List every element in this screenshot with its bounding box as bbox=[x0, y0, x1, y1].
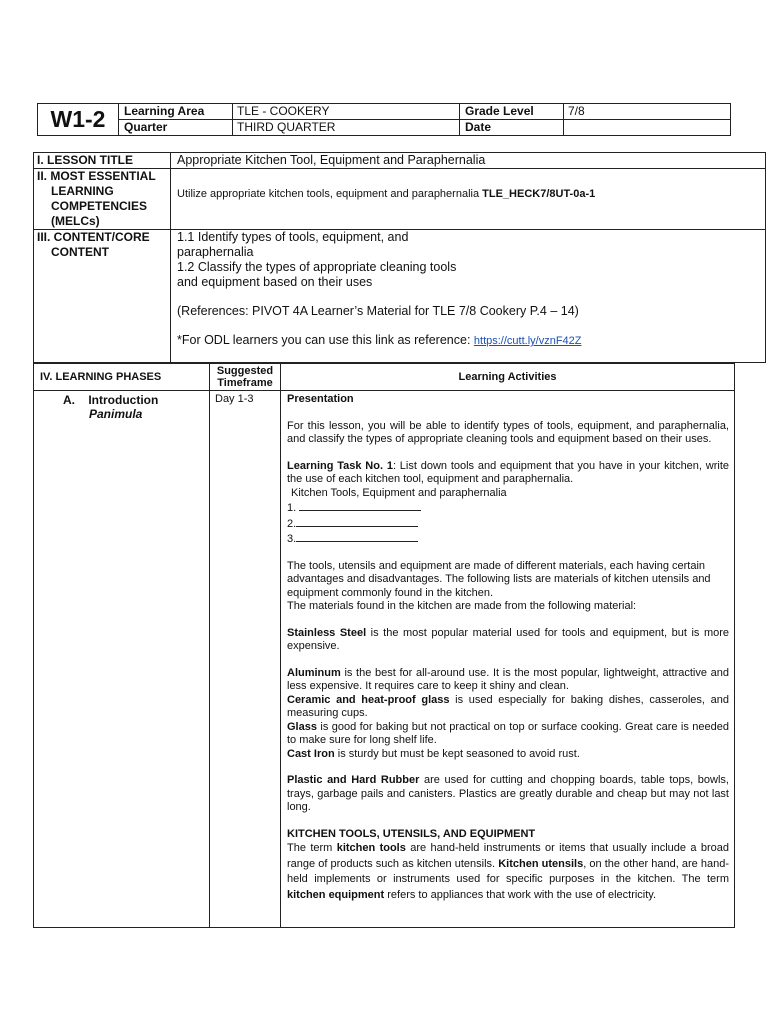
odl-link[interactable]: https://cutt.ly/vznF42Z bbox=[473, 335, 582, 347]
learning-phases-table bbox=[33, 363, 735, 928]
header-table bbox=[37, 103, 731, 136]
date-value bbox=[564, 120, 731, 136]
odl-reference bbox=[177, 333, 765, 349]
materials-paragraph-1: The tools, utensils and equipment are made of different materials, each having certain advantages and disadvantages. The following lists are materials of kitchen utensils and equipment commonly found in the kitchen. bbox=[287, 559, 711, 599]
week-code: W1-2 bbox=[38, 104, 119, 136]
presentation-heading: Presentation bbox=[287, 393, 354, 405]
melc-label-line: COMPETENCIES bbox=[51, 199, 148, 213]
timeframe-cell: Day 1-3 bbox=[210, 391, 281, 928]
grade-level-value: 7/8 bbox=[564, 104, 731, 120]
grade-level-label: Grade Level bbox=[460, 104, 564, 120]
task-label: Learning Task No. 1 bbox=[287, 459, 393, 472]
melc-label-line: II. MOST ESSENTIAL bbox=[37, 169, 156, 183]
task-sub: Kitchen Tools, Equipment and paraphernalia bbox=[291, 486, 507, 499]
task-text: : List down tools and equipment that you have in your kitchen, write the use of each kitchen tool, equipment and paraphernalia. bbox=[287, 459, 729, 485]
references: (References: PIVOT 4A Learner’s Material for TLE 7/8 Cookery P.4 – 14) bbox=[177, 304, 579, 318]
phase-name: Introduction bbox=[88, 393, 159, 407]
glass-item: Glass is good for baking but not practical on top or surface cooking. Great care is needed to make sure for long shelf life. bbox=[287, 720, 729, 746]
content-line: and equipment based on their uses bbox=[177, 275, 373, 289]
melc-label-line: LEARNING bbox=[51, 184, 114, 198]
melc-label-line: (MELCs) bbox=[51, 214, 100, 228]
quarter-value: THIRD QUARTER bbox=[233, 120, 460, 136]
content-line: 1.2 Classify the types of appropriate cleaning tools bbox=[177, 260, 457, 274]
cast-iron-item: Cast Iron is sturdy but must be kept seasoned to avoid rust. bbox=[287, 747, 580, 760]
blank-line-3[interactable]: 3. bbox=[287, 531, 729, 547]
col-header-timeframe: Suggested Timeframe bbox=[210, 364, 281, 391]
learning-area-label: Learning Area bbox=[119, 104, 233, 120]
melc-value bbox=[171, 169, 766, 230]
date-label: Date bbox=[460, 120, 564, 136]
content-label bbox=[34, 230, 171, 363]
content-label-line: III. CONTENT/CORE bbox=[37, 230, 150, 244]
aluminum-item: Aluminum is the best for all-around use. It is the most popular, lightweight, attractive and less expensive. It requires care to keep it shiny and clean. bbox=[287, 666, 729, 692]
content-line: paraphernalia bbox=[177, 245, 254, 259]
blank-line-2[interactable]: 2. bbox=[287, 516, 729, 532]
learning-area-value: TLE - COOKERY bbox=[233, 104, 460, 120]
activities-cell bbox=[281, 391, 735, 928]
stainless-steel-item: Stainless Steel is the most popular material used for tools and equipment, but is more expensive. bbox=[287, 626, 730, 652]
ceramic-item: Ceramic and heat-proof glass is used especially for baking dishes, casseroles, and measuring cups. bbox=[287, 693, 729, 719]
content-value bbox=[171, 230, 766, 363]
learning-task bbox=[287, 460, 729, 487]
melc-code: TLE_HECK7/8UT-0a-1 bbox=[482, 188, 596, 200]
lesson-table bbox=[33, 152, 766, 363]
odl-text: *For ODL learners you can use this link as reference: bbox=[177, 333, 474, 347]
col-header-activities: Learning Activities bbox=[281, 364, 735, 391]
blank-line-1[interactable]: 1. bbox=[287, 500, 729, 516]
materials-paragraph-2: The materials found in the kitchen are made from the following material: bbox=[287, 600, 637, 612]
phase-letter: A. bbox=[63, 393, 75, 407]
ktu-heading: KITCHEN TOOLS, UTENSILS, AND EQUIPMENT bbox=[287, 827, 536, 840]
phase-cell bbox=[34, 391, 210, 928]
intro-paragraph: For this lesson, you will be able to identify types of tools, equipment, and paraphernalia, and classify the types of appropriate cleaning tools and equipment based on their uses. bbox=[287, 419, 729, 445]
col-header-phase: IV. LEARNING PHASES bbox=[34, 364, 210, 391]
lesson-title-label: I. LESSON TITLE bbox=[34, 153, 171, 169]
plastic-item: Plastic and Hard Rubber are used for cutting and chopping boards, table tops, bowls, trays, garbage pails and canisters. Plastics are greatly durable and cheap but may not last long. bbox=[287, 774, 729, 813]
melc-text: Utilize appropriate kitchen tools, equipment and paraphernalia bbox=[177, 188, 483, 200]
content-line: 1.1 Identify types of tools, equipment, and bbox=[177, 230, 409, 244]
ktu-paragraph: The term kitchen tools are hand-held instruments or items that usually include a broad range of products such as kitchen utensils. Kitchen utensils, on the other hand, are hand-held implements or instruments used for specific purposes in the kitchen. The term kitchen equipment refers to appliances that work with the use of electricity. bbox=[287, 842, 729, 901]
phase-sub: Panimula bbox=[89, 407, 143, 421]
quarter-label: Quarter bbox=[119, 120, 233, 136]
melc-label bbox=[34, 169, 171, 230]
content-label-line: CONTENT bbox=[51, 245, 109, 259]
lesson-title-value: Appropriate Kitchen Tool, Equipment and Paraphernalia bbox=[171, 153, 766, 169]
